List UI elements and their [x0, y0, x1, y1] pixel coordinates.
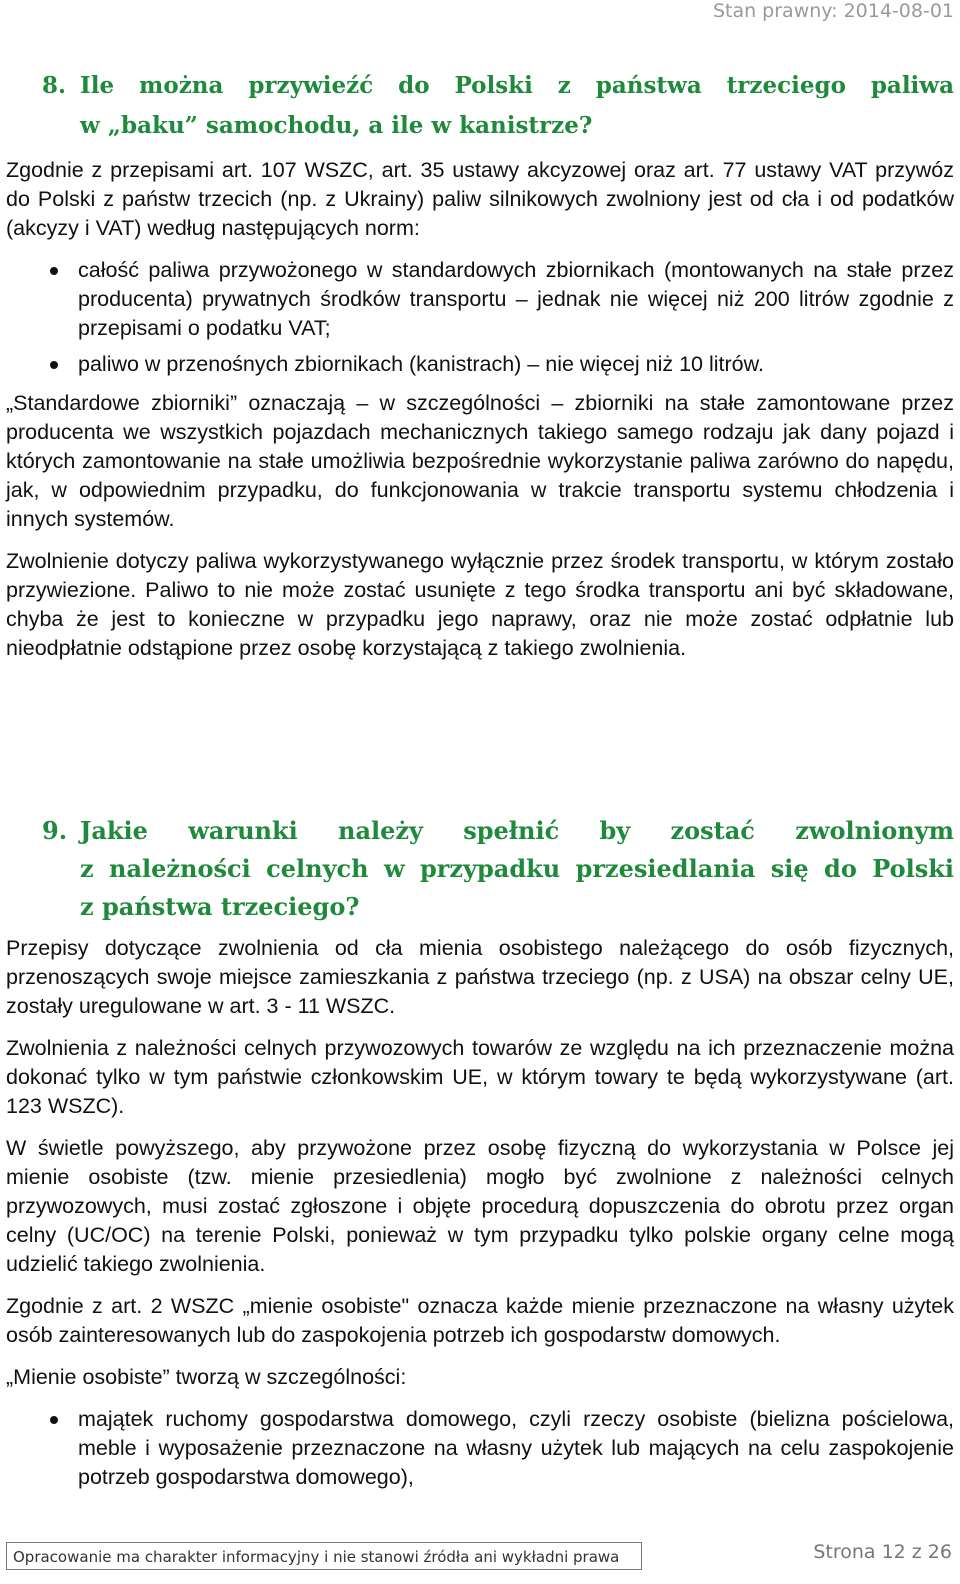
question-8-body: [6, 156, 954, 676]
bullet-list: [6, 1405, 954, 1492]
footer-disclaimer: Opracowanie ma charakter informacyjny i nie stanowi źródła ani wykładni prawa: [6, 1542, 642, 1570]
heading-line: w „baku” samochodu, a ile w kanistrze?: [80, 112, 593, 139]
question-number: 8.: [42, 72, 67, 99]
legal-status-date: Stan prawny: 2014-08-01: [712, 0, 954, 22]
question-9-body: [6, 934, 954, 1502]
heading-line: z należności celnych w przypadku przesiedlania się do Polski: [80, 854, 954, 883]
paragraph: W świetle powyższego, aby przywożone przez osobę fizyczną do wykorzystania w Polsce jej mienie osobiste (tzw. mienie przesiedlenia) mogło być zwolnione z należności celnych przywozowych, musi zostać zgłoszone i objęte procedurą dopuszczenia do obrotu przez organ celny (UC/OC) na terenie Polski, ponieważ w tym przypadku tylko polskie organy celne mogą udzielić takiego zwolnienia.: [6, 1136, 954, 1276]
paragraph: Zwolnienie dotyczy paliwa wykorzystywanego wyłącznie przez środek transportu, w którym zostało przywiezione. Paliwo to nie może zostać usunięte z tego środka transportu ani być składowane, chyba że jest to konieczne w przypadku jego naprawy, oraz nie może zostać odpłatnie lub nieodpłatnie odstąpione przez osobę korzystającą z takiego zwolnienia.: [6, 549, 954, 660]
bullet-list: [6, 256, 954, 379]
bullet-icon: [50, 1416, 58, 1424]
paragraph: Zgodnie z art. 2 WSZC „mienie osobiste" oznacza każde mienie przeznaczone na własny użytek osób zainteresowanych lub do zaspokojenia potrzeb ich gospodarstw domowych.: [6, 1294, 954, 1347]
heading-line: Ile można przywieźć do Polski z państwa trzeciego paliwa: [80, 72, 954, 99]
paragraph: Zgodnie z przepisami art. 107 WSZC, art. 35 ustawy akcyzowej oraz art. 77 ustawy VAT przywóz do Polski z państw trzecich (np. z Ukrainy) paliw silnikowych zwolniony jest od cła i od podatków (akcyzy i VAT) według następujących norm:: [6, 158, 954, 240]
question-number: 9.: [42, 816, 68, 845]
question-9-heading: [42, 812, 954, 926]
paragraph: „Standardowe zbiorniki” oznaczają – w szczególności – zbiorniki na stałe zamontowane przez producenta we wszystkich pojazdach mechanicznych takiego samego rodzaju jak dany pojazd i których zamontowanie na stałe umożliwia bezpośrednie wykorzystanie paliwa zarówno do napędu, jak, w odpowiednim przypadku, do funkcjonowania w trakcie transportu systemu chłodzenia i innych systemów.: [6, 391, 954, 531]
bullet-icon: [50, 361, 58, 369]
question-8-heading: [42, 66, 954, 146]
heading-line: Jakie warunki należy spełnić by zostać zwolnionym: [80, 816, 954, 845]
list-item: całość paliwa przywożonego w standardowych zbiornikach (montowanych na stałe przez producenta) prywatnych środków transportu – jednak nie więcej niż 200 litrów zgodnie z przepisami o podatku VAT;: [6, 256, 954, 343]
list-item: paliwo w przenośnych zbiornikach (kanistrach) – nie więcej niż 10 litrów.: [6, 350, 954, 379]
bullet-icon: [50, 267, 58, 275]
paragraph: Przepisy dotyczące zwolnienia od cła mienia osobistego należącego do osób fizycznych, przenoszących swoje miejsce zamieszkania z państwa trzeciego (np. z USA) na obszar celny UE, zostały uregulowane w art. 3 - 11 WSZC.: [6, 936, 954, 1018]
paragraph: „Mienie osobiste” tworzą w szczególności:: [6, 1365, 407, 1389]
page-number: Strona 12 z 26: [813, 1541, 952, 1563]
paragraph: Zwolnienia z należności celnych przywozowych towarów ze względu na ich przeznaczenie można dokonać tylko w tym państwie członkowskim UE, w którym towary te będą wykorzystywane (art. 123 WSZC).: [6, 1036, 954, 1118]
list-item: majątek ruchomy gospodarstwa domowego, czyli rzeczy osobiste (bielizna pościelowa, meble i wyposażenie przeznaczone na własny użytek lub mających na celu zaspokojenie potrzeb gospodarstwa domowego),: [6, 1405, 954, 1492]
heading-line: z państwa trzeciego?: [80, 892, 360, 921]
